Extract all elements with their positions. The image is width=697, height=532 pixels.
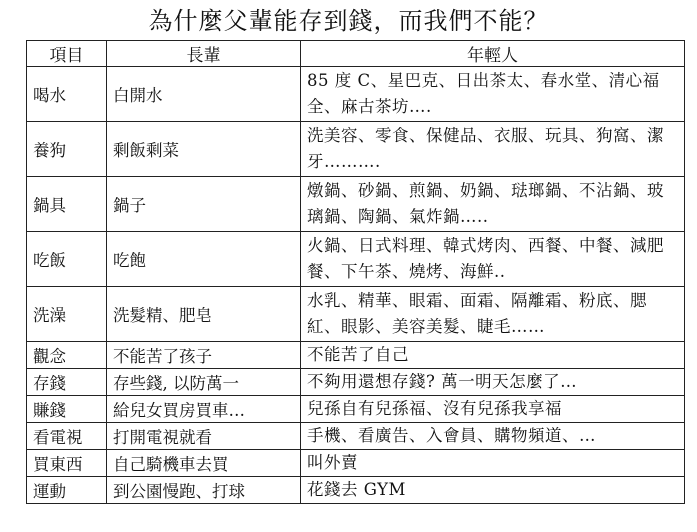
row-youth-cell: 不夠用還想存錢? 萬一明天怎麼了… bbox=[301, 369, 685, 396]
row-elder-cell: 給兒女買房買車… bbox=[107, 396, 301, 423]
row-elder-cell: 存些錢, 以防萬一 bbox=[107, 369, 301, 396]
header-elder: 長輩 bbox=[107, 41, 301, 67]
row-youth-cell: 洗美容、零食、保健品、衣服、玩具、狗窩、潔牙………. bbox=[301, 122, 685, 177]
table-row bbox=[27, 396, 685, 423]
row-youth-cell: 不能苦了自己 bbox=[301, 342, 685, 369]
page-title: 為什麼父輩能存到錢，而我們不能？ bbox=[148, 7, 549, 35]
table-row bbox=[27, 177, 685, 232]
table-row bbox=[27, 287, 685, 342]
row-item-cell: 鍋具 bbox=[27, 177, 107, 232]
row-item-cell: 觀念 bbox=[27, 342, 107, 369]
row-item-cell: 看電視 bbox=[27, 423, 107, 450]
table-row bbox=[27, 342, 685, 369]
table-row bbox=[27, 477, 685, 504]
row-elder-cell: 剩飯剩菜 bbox=[107, 122, 301, 177]
row-elder-cell: 白開水 bbox=[107, 67, 301, 122]
row-youth-cell: 叫外賣 bbox=[301, 450, 685, 477]
row-elder-cell: 洗髮精、肥皂 bbox=[107, 287, 301, 342]
header-item: 項目 bbox=[27, 41, 107, 67]
row-youth-cell: 水乳、精華、眼霜、面霜、隔離霜、粉底、腮紅、眼影、美容美髮、睫毛…… bbox=[301, 287, 685, 342]
row-item-cell: 買東西 bbox=[27, 450, 107, 477]
row-item-cell: 賺錢 bbox=[27, 396, 107, 423]
comparison-table bbox=[26, 40, 685, 504]
row-elder-cell: 鍋子 bbox=[107, 177, 301, 232]
row-elder-cell: 到公園慢跑、打球 bbox=[107, 477, 301, 504]
table-row bbox=[27, 369, 685, 396]
row-youth-cell: 火鍋、日式料理、韓式烤肉、西餐、中餐、減肥餐、下午茶、燒烤、海鮮.. bbox=[301, 232, 685, 287]
header-youth: 年輕人 bbox=[301, 41, 685, 67]
table-header-row bbox=[27, 41, 685, 67]
table-row bbox=[27, 67, 685, 122]
row-youth-cell: 手機、看廣告、入會員、購物頻道、… bbox=[301, 423, 685, 450]
row-youth-cell: 85 度 C、星巴克、日出茶太、春水堂、清心福全、麻古茶坊…. bbox=[301, 67, 685, 122]
row-youth-cell: 花錢去 GYM bbox=[301, 477, 685, 504]
row-item-cell: 存錢 bbox=[27, 369, 107, 396]
table-row bbox=[27, 423, 685, 450]
row-item-cell: 洗澡 bbox=[27, 287, 107, 342]
row-elder-cell: 不能苦了孩子 bbox=[107, 342, 301, 369]
row-item-cell: 養狗 bbox=[27, 122, 107, 177]
row-elder-cell: 自己騎機車去買 bbox=[107, 450, 301, 477]
row-elder-cell: 打開電視就看 bbox=[107, 423, 301, 450]
row-youth-cell: 兒孫自有兒孫福、沒有兒孫我享福 bbox=[301, 396, 685, 423]
row-youth-cell: 燉鍋、砂鍋、煎鍋、奶鍋、琺瑯鍋、不沾鍋、玻璃鍋、陶鍋、氣炸鍋….. bbox=[301, 177, 685, 232]
table-row bbox=[27, 122, 685, 177]
row-item-cell: 吃飯 bbox=[27, 232, 107, 287]
table-row bbox=[27, 450, 685, 477]
table-body bbox=[27, 67, 685, 504]
row-elder-cell: 吃飽 bbox=[107, 232, 301, 287]
row-item-cell: 喝水 bbox=[27, 67, 107, 122]
table-row bbox=[27, 232, 685, 287]
row-item-cell: 運動 bbox=[27, 477, 107, 504]
